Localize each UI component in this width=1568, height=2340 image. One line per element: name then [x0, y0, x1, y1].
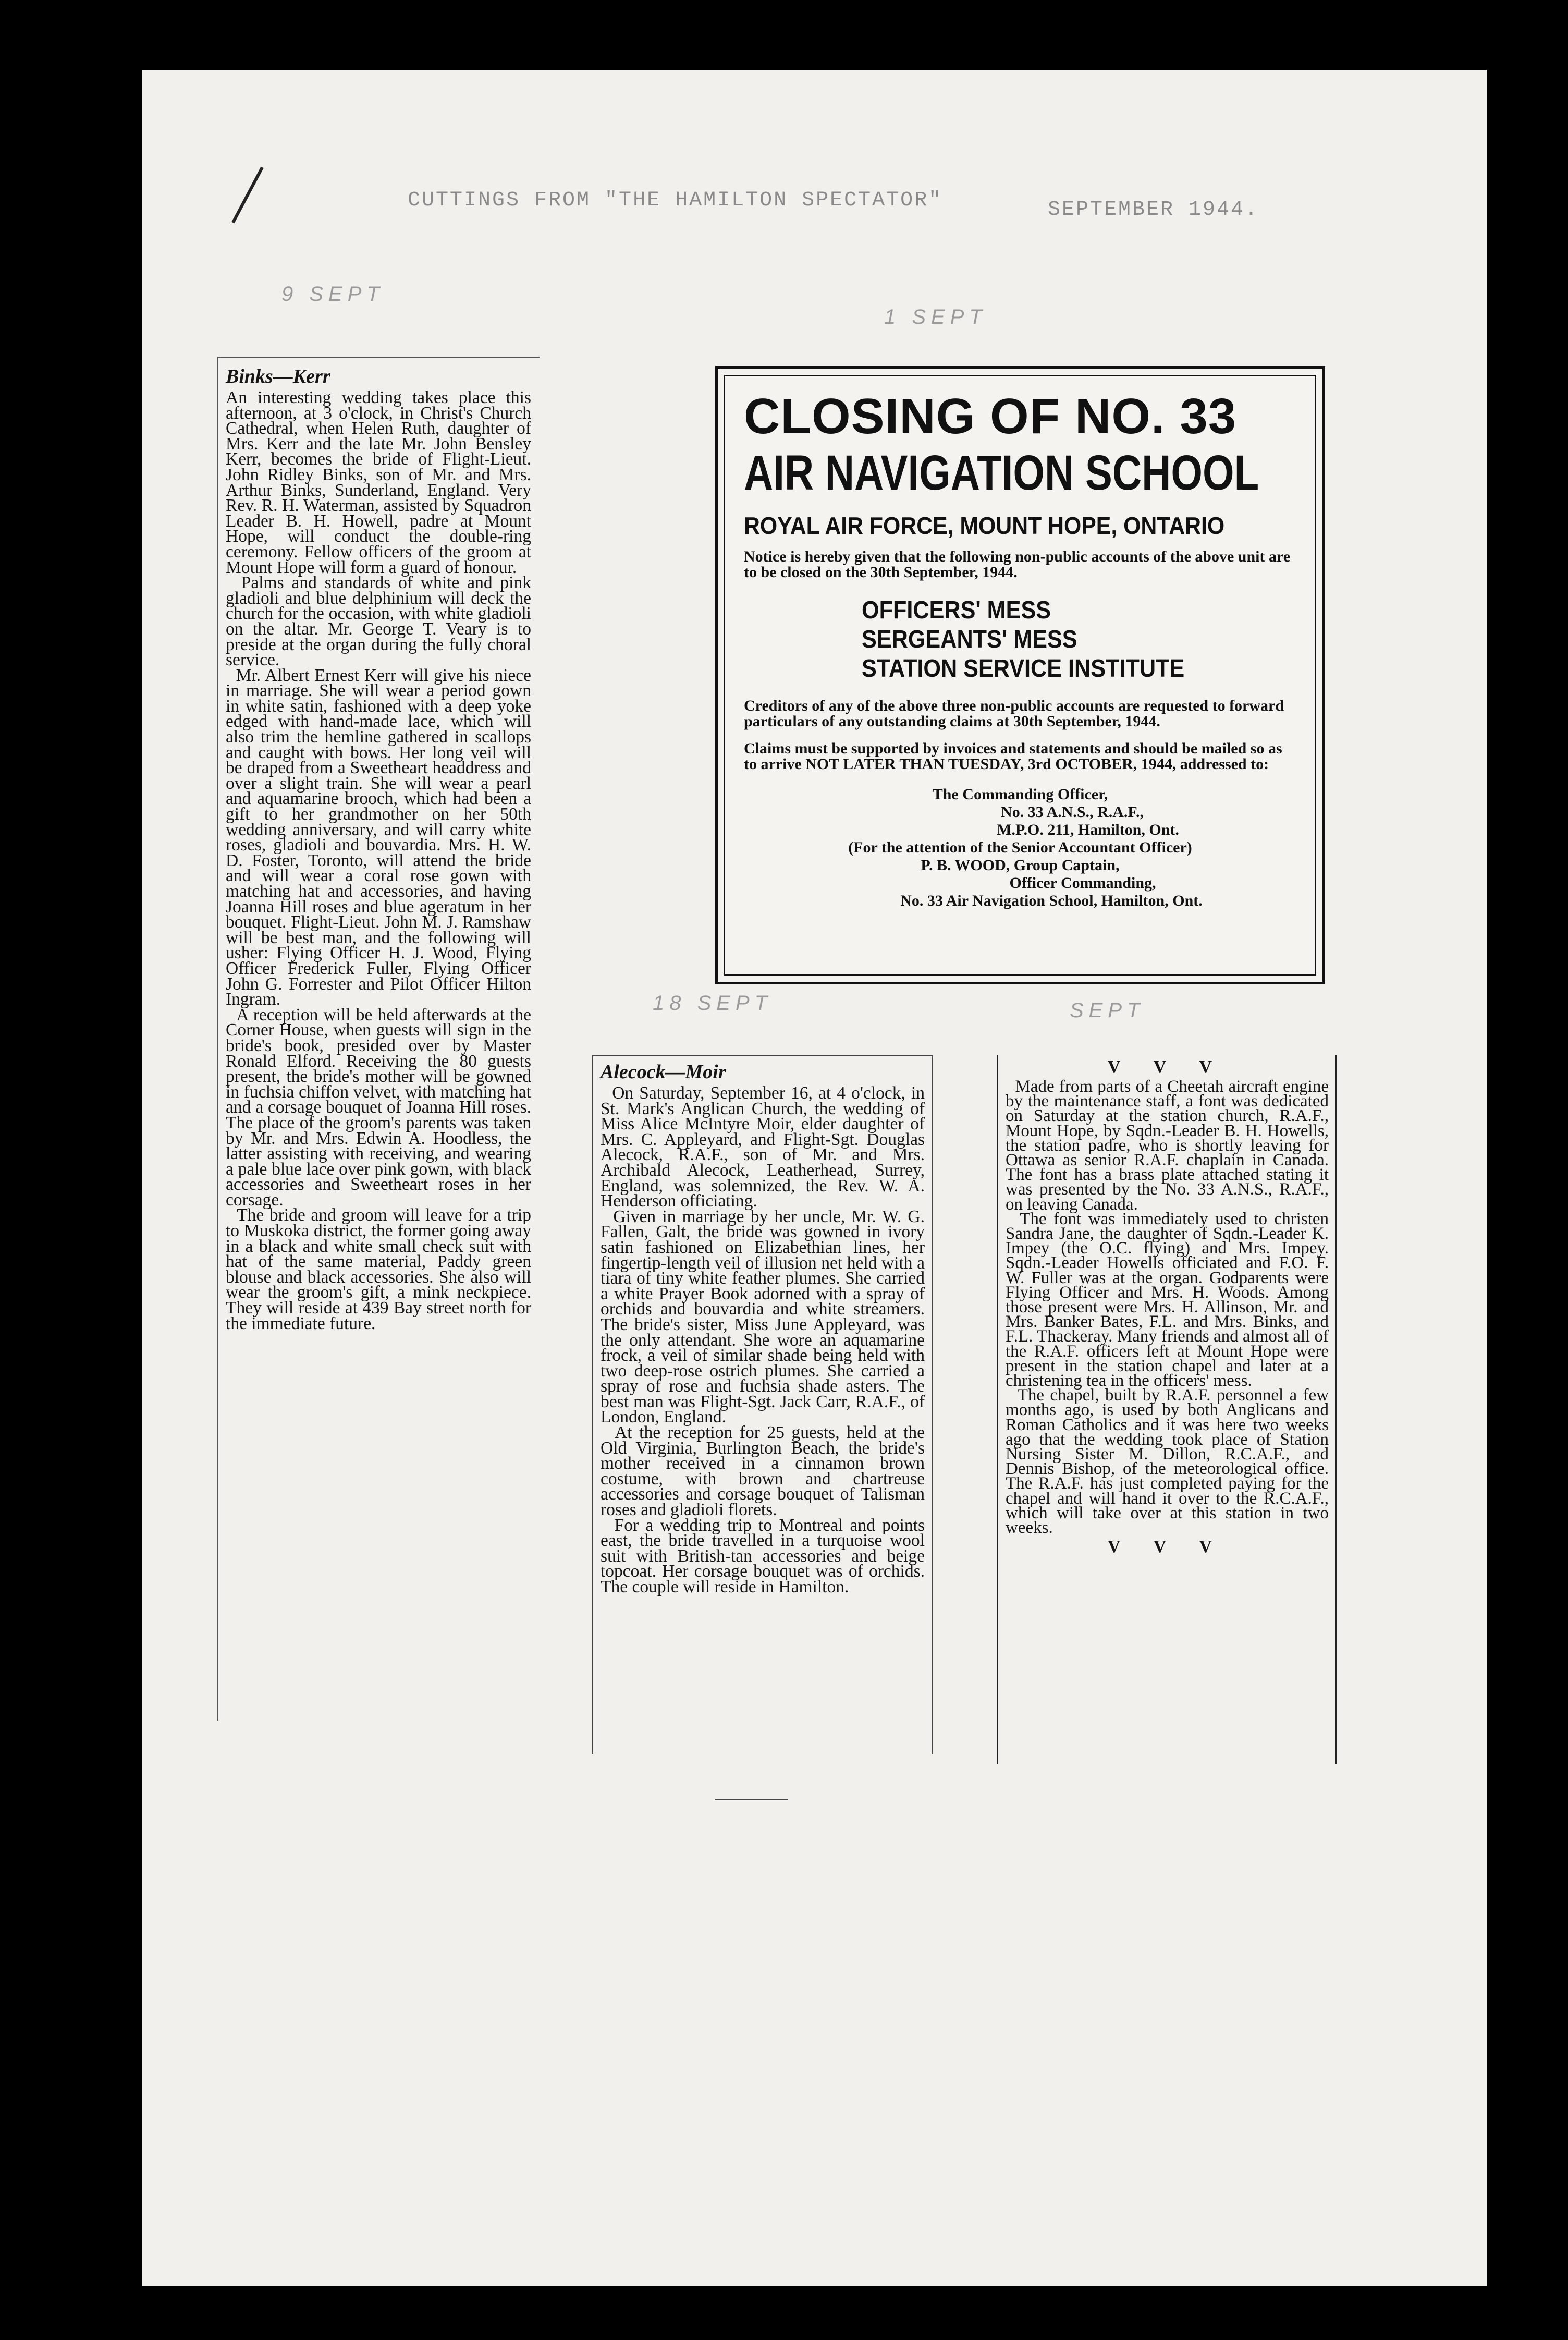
ad-address-line: The Commanding Officer,	[932, 786, 1108, 803]
ad-mess-item: STATION SERVICE INSTITUTE	[862, 655, 1185, 682]
ad-address-line: M.P.O. 211, Hamilton, Ont.	[997, 821, 1179, 838]
clipping-chapel-font	[997, 1055, 1337, 1764]
ad-mess-list	[862, 596, 1253, 684]
section-divider-mark: V V V	[1107, 1537, 1227, 1557]
clipping-body: Made from parts of a Cheetah aircraft engine by the maintenance staff, a font was dedicated on Saturday at the station church, R.A.F., Mount Hope, by Sqdn.-Leader B. H. Howells, the station padre, who is shortly leaving for Ottawa as senior R.A.F. chaplain in Canada. The font has a brass plate attached stating it was presented by the No. 33 A.N.S., R.A.F., on leaving Canada. The font was immediately used to christen Sandra Jane, the daughter of Sqdn.-Leader K. Impey (the O.C. flying) and Mrs. Impey. Sqdn.-Leader Howells officiated and F.O. F. W. Fuller was at the organ. Godparents were Flying Officer and Mrs. H. Woods. Among those present were Mrs. H. Allinson, Mr. and Mrs. Banker Bates, F.L. and Mrs. Binks, and F.L. Thackeray. Many friends and almost all of the R.A.F. officers left at Mount Hope were present in the station chapel and later at a christening tea in the officers' mess. The chapel, built by R.A.F. personnel a few months ago, is used by both Anglicans and Roman Catholics and it was here two weeks ago that the wedding took place of Station Nursing Sister M. Dillon, R.C.A.F., and Dennis Bishop, of the meteorological office. The R.A.F. has just completed paying for the chapel and will hand it over to the R.C.A.F., which will take over at this station in two weeks.	[1006, 1077, 1329, 1538]
ad-creditors-paragraph: Creditors of any of the above three non-public accounts are requested to forward particulars of any outstanding claims at 30th September, 1944.	[744, 697, 1284, 730]
section-divider-mark: V V V	[1107, 1057, 1227, 1077]
clipping-body: On Saturday, September 16, at 4 o'clock, in St. Mark's Anglican Church, the wedding of Miss Alice McIntyre Moir, elder daughter of Mrs. C. Appleyard, and Flight-Sgt. Douglas Alecock, R.A.F., son of Mr. and Mrs. Archibald Alecock, Leatherhead, Surrey, England, was solemnized, the Rev. W. A. Henderson officiating. Given in marriage by her uncle, Mr. W. G. Fallen, Galt, the bride was gowned in ivory satin fashioned on Elizabethian lines, her fingertip-length veil of illusion net held with a tiara of tiny white feather plumes. She carried a white Prayer Book adorned with a spray of orchids and bouvardia and white streamers. The bride's sister, Miss June Appleyard, was the only attendant. She wore an aquamarine frock, a veil of similar shade being held with two deep-rose ostrich plumes. She carried a spray of rose and fuchsia shade asters. The best man was Flight-Sgt. Jack Carr, R.A.F., of London, England. At the reception for 25 guests, held at the Old Virginia, Burlington Beach, the bride's mother received in a cinnamon brown costume, with brown and chartreuse accessories and corsage bouquet of Talisman roses and gladioli florets. For a wedding trip to Montreal and points east, the bride travelled in a turquoise wool suit with British-tan accessories and beige topcoat. Her corsage bouquet was of orchids. The couple will reside in Hamilton.	[601, 1083, 925, 1596]
ad-address-line: (For the attention of the Senior Accountant Officer)	[848, 839, 1192, 856]
closing-notice-advertisement	[715, 366, 1325, 984]
ad-headline: CLOSING OF NO. 33	[744, 388, 1237, 444]
clipping-binks-kerr	[217, 357, 540, 1721]
ad-claims-paragraph: Claims must be supported by invoices and statements and should be mailed so as to arrive NOT LATER THAN TUESDAY, 3rd OCTOBER, 1944, addressed to:	[744, 740, 1282, 773]
ad-mess-item: OFFICERS' MESS	[862, 596, 1051, 624]
ad-signature-line: Officer Commanding,	[1009, 874, 1156, 892]
clipping-alecock-moir	[592, 1055, 933, 1754]
ad-address-line: No. 33 A.N.S., R.A.F.,	[1001, 803, 1144, 821]
handwritten-date-mark: SEPT	[1070, 999, 1145, 1022]
handwritten-date-mark: 18 SEPT	[653, 992, 773, 1015]
handwritten-date-mark: 9 SEPT	[281, 283, 385, 306]
ad-subheadline: ROYAL AIR FORCE, MOUNT HOPE, ONTARIO	[744, 512, 1225, 539]
clipping-date: SEPTEMBER 1944.	[1048, 198, 1259, 222]
ad-headline-school: AIR NAVIGATION SCHOOL	[744, 445, 1259, 501]
ad-signature-line: No. 33 Air Navigation School, Hamilton, Ont.	[900, 892, 1203, 909]
clipping-source-header: CUTTINGS FROM "THE HAMILTON SPECTATOR"	[408, 189, 943, 212]
ad-signature-line: P. B. WOOD, Group Captain,	[921, 857, 1120, 874]
scrapbook-page	[142, 70, 1487, 2286]
clipping-title: Binks—Kerr	[226, 365, 330, 387]
clipping-body: An interesting wedding takes place this afternoon, at 3 o'clock, in Christ's Church Cathedral, when Helen Ruth, daughter of Mrs. Kerr and the late Mr. John Bensley Kerr, becomes the bride of Flight-Lieut. John Ridley Binks, son of Mr. and Mrs. Arthur Binks, Sunderland, England. Very Rev. R. H. Waterman, assisted by Squadron Leader B. H. Howell, padre at Mount Hope, will conduct the double-ring ceremony. Fellow officers of the groom at Mount Hope will form a guard of honour. Palms and standards of white and pink gladioli and blue delphinium will deck the church for the occasion, with white gladioli on the altar. Mr. George T. Veary is to preside at the organ during the fully choral service. Mr. Albert Ernest Kerr will give his niece in marriage. She will wear a period gown in white satin, fashioned with a deep yoke edged with hand-made lace, which will also trim the hemline gathered in scallops and caught with bows. Her long veil will be draped from a Sweetheart headdress and over a slight train. She will wear a pearl and aquamarine brooch, which had been a gift to her grandmother on her 50th wedding anniversary, and will carry white roses, gladioli and bouvardia. Mrs. H. W. D. Foster, Toronto, will attend the bride and will wear a coral rose gown with matching hat and accessories, and having Joanna Hill roses and blue ageratum in her bouquet. Flight-Lieut. John M. J. Ramshaw will be best man, and the following will usher: Flying Officer H. J. Wood, Flying Officer Frederick Fuller, Flying Officer John G. Forrester and Pilot Officer Hilton Ingram. A reception will be held afterwards at the Corner House, when guests will sign in the bride's book, presided over by Master Ronald Elford. Receiving the 80 guests present, the bride's mother will be gowned in fuchsia chiffon velvet, with matching hat and a corsage bouquet of Joanna Hill roses. The place of the groom's parents was taken by Mr. and Mrs. Edwin A. Hoodless, the latter assisting with receiving, and wearing a pale blue lace over pink gown, with black accessories and Sweetheart roses in her corsage. The bride and groom will leave for a trip to Muskoka district, the former going away in a black and white small check suit with hat of the same material, Paddy green blouse and black accessories. She also will wear the groom's gift, a mink neckpiece. They will reside at 439 Bay street north for the immediate future.	[226, 388, 531, 1333]
ad-address-block	[744, 786, 1296, 910]
pencil-slash-mark	[231, 167, 264, 224]
clipping-title: Alecock—Moir	[601, 1061, 726, 1083]
clipping-end-rule	[715, 1799, 788, 1800]
handwritten-date-mark: 1 SEPT	[884, 306, 987, 328]
ad-mess-item: SERGEANTS' MESS	[862, 626, 1077, 653]
ad-notice: Notice is hereby given that the following non-public accounts of the above unit are to be closed on the 30th September, 1944.	[744, 548, 1291, 581]
